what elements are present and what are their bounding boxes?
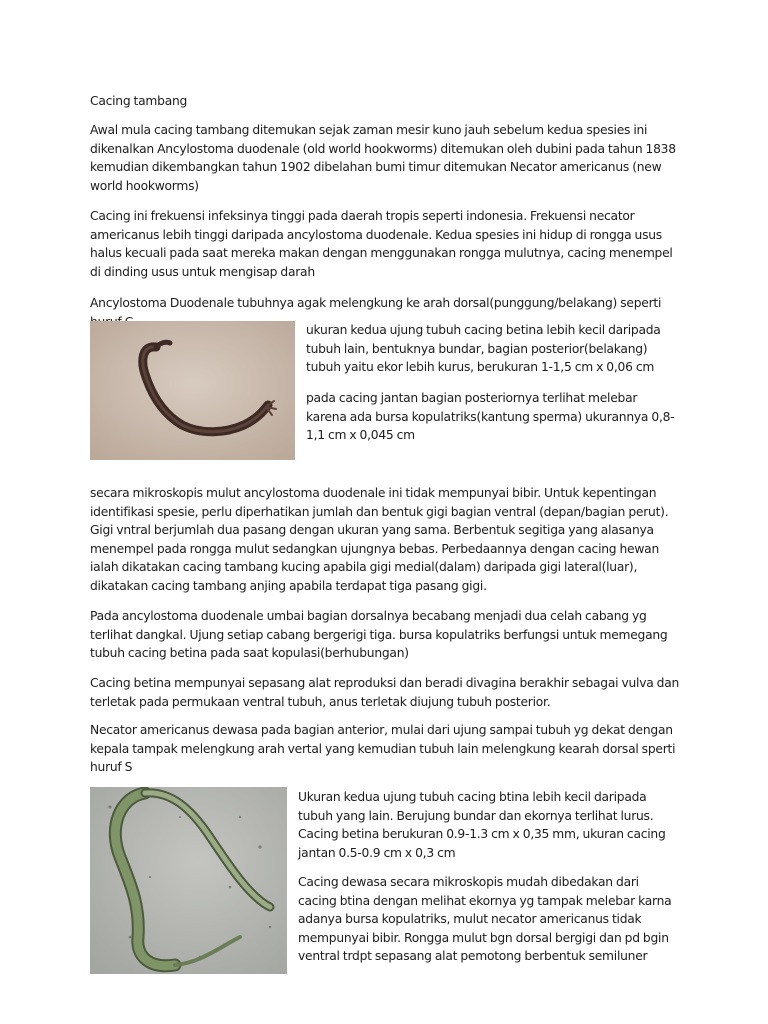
ancylostoma-female-description: ukuran kedua ujung tubuh cacing betina lebih kecil daripada tubuh lain, bentuknya bundar, bagian posterior(belakang) tubuh yaitu ekor lebih kurus, berukuran 1-1,5 cm x 0,06 cm: [306, 323, 661, 374]
document-title: Cacing tambang: [90, 94, 188, 108]
paragraph-female-reproduction: Cacing betina mempunyai sepasang alat reproduksi dan beradi divagina berakhir sebagai vulva dan terletak pada permukaan ventral tubuh, anus terletak diujung tubuh posterior.: [90, 676, 680, 709]
paragraph-ancylostoma-shape: Ancylostoma Duodenale tubuhnya agak melengkung ke arah dorsal(punggung/belakang) seperti: [90, 296, 662, 310]
necator-microscopic-description: Cacing dewasa secara mikroskopis mudah dibedakan dari cacing btina dengan melihat ekornya yg tampak melebar karna adanya bursa kopulatriks, mulut necator americanus tidak mempunyai bibir. Rongga mulut bgn dorsal bergigi dan pd bgin ventral trdpt sepasang alat pemotong berbentuk semiluner: [298, 875, 672, 963]
paragraph-necator-shape: Necator americanus dewasa pada bagian anterior, mulai dari ujung sampai tubuh yg dekat dengan kepala tampak melengkung arah vertal yang kemudian tubuh lain melengkung kearah dorsal sperti huruf S: [90, 723, 676, 774]
paragraph-history: Awal mula cacing tambang ditemukan sejak zaman mesir kuno jauh sebelum kedua spesies ini dikenalkan Ancylostoma duodenale (old world hookworms) ditemukan oleh dubini pada tahun 1838 kemudian dikembangkan tahun 1902 dibelahan bumi timur ditemukan Necator americanus (new world hookworms): [90, 123, 676, 193]
paragraph-frequency: Cacing ini frekuensi infeksinya tinggi pada daerah tropis seperti indonesia. Frekuensi necator americanus lebih tinggi daripada ancylostoma duodenale. Kedua spesies ini hidup di rongga usus halus kecuali pada saat mereka makan dengan menggunakan rongga mulutnya, cacing menempel di dinding usus untuk mengisap darah: [90, 209, 673, 279]
ancylostoma-worm-photo: [90, 321, 295, 460]
necator-worm-micrograph: [90, 787, 287, 974]
necator-size-description: Ukuran kedua ujung tubuh cacing btina lebih kecil daripada tubuh yang lain. Berujung bundar dan ekornya terlihat lurus. Cacing betina berukuran 0.9-1.3 cm x 0,35 mm, ukuran cacing jantan 0.5-0.9 cm x 0,3 cm: [298, 790, 666, 860]
paragraph-microscopic-mouth: secara mikroskopis mulut ancylostoma duodenale ini tidak mempunyai bibir. Untuk kepentingan identifikasi spesie, perlu diperhatikan jumlah dan bentuk gigi bagian ventral (depan/bagian perut). Gigi vntral berjumlah dua pasang dengan ukuran yang sama. Berbentuk segitiga yang alasanya menempel pada rongga mulut sedangkan ujungnya bebas. Perbedaannya dengan cacing hewan ialah dikatakan cacing tambang kucing apabila gigi medial(dalam) daripada gigi lateral(luar), dikatakan cacing tambang anjing apabila terdapat tiga pasang gigi.: [90, 486, 669, 593]
ancylostoma-male-description: pada cacing jantan bagian posteriornya terlihat melebar karena ada bursa kopulatriks(kantung sperma) ukurannya 0,8-1,1 cm x 0,045 cm: [306, 391, 675, 442]
paragraph-dorsal-ray: Pada ancylostoma duodenale umbai bagian dorsalnya becabang menjadi dua celah cabang yg terlihat dangkal. Ujung setiap cabang bergerigi tiga. bursa kopulatriks berfungsi untuk memegang tubuh cacing betina pada saat kopulasi(berhubungan): [90, 609, 668, 660]
